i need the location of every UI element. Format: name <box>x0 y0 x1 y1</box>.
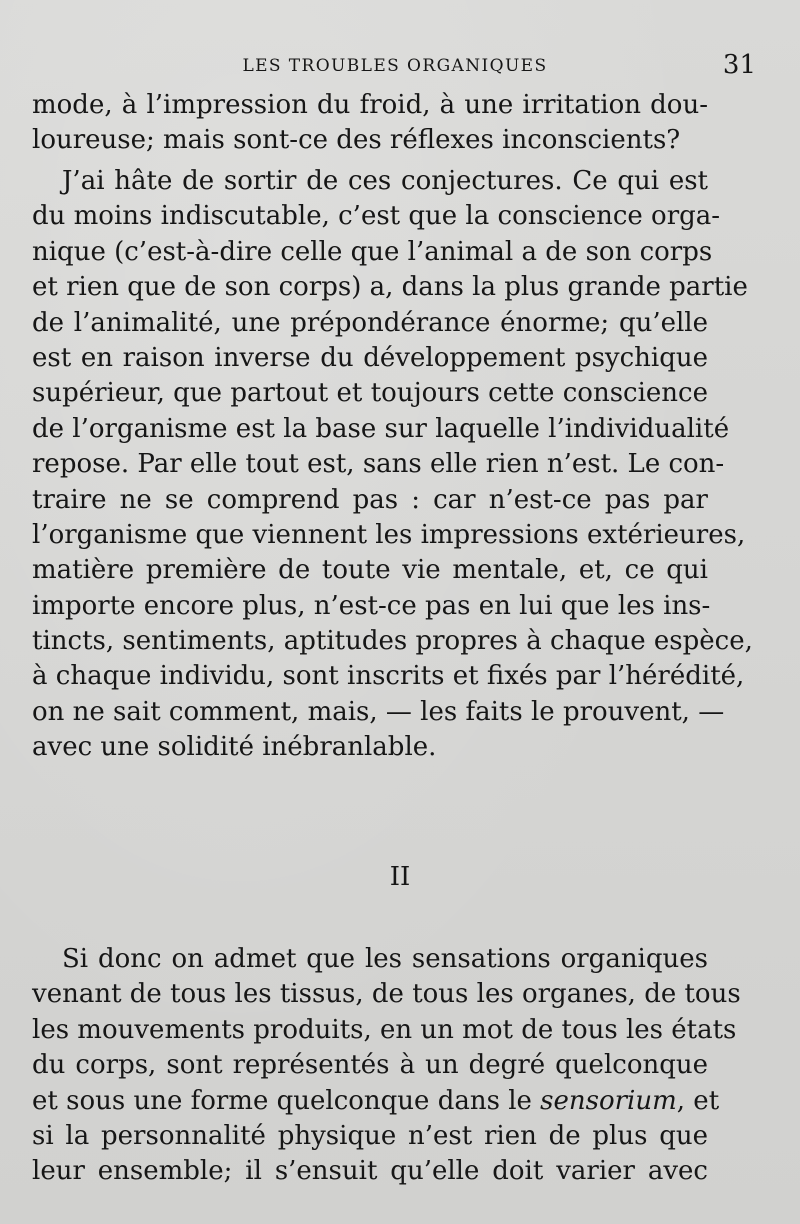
text-line: et rien que de son corps) a, dans la plus grande partie <box>32 272 748 303</box>
text-line: importe encore plus, n’est-ce pas en lui que les ins- <box>32 590 711 621</box>
text-line: matière première de toute vie mentale, et, ce qui <box>32 555 708 586</box>
page-header <box>34 50 756 82</box>
text-line: tincts, sentiments, aptitudes propres à chaque espèce, <box>32 626 753 657</box>
text-line: de l’organisme est la base sur laquelle l’individualité <box>32 413 730 444</box>
text-line: loureuse; mais sont-ce des réflexes inconscients? <box>32 125 681 156</box>
text-line: est en raison inverse du développement psychique <box>32 342 708 373</box>
text-line: venant de tous les tissus, de tous les organes, de tous <box>32 979 741 1010</box>
section-heading: II <box>389 862 411 892</box>
paragraph-organic-consciousness <box>32 164 753 766</box>
text-line: supérieur, que partout et toujours cette conscience <box>32 378 708 409</box>
text-line: les mouvements produits, en un mot de tous les états <box>32 1014 737 1045</box>
text-line: à chaque individu, sont inscrits et fixés par l’hérédité, <box>32 661 745 692</box>
text-line: J’ai hâte de sortir de ces conjectures. Ce qui est <box>62 166 708 196</box>
text-line: du moins indiscutable, c’est que la conscience orga- <box>32 201 721 232</box>
text-line: repose. Par elle tout est, sans elle rien n’est. Le con- <box>32 449 725 480</box>
text-line: Si donc on admet que les sensations organiques <box>62 944 708 974</box>
paragraph-section-two <box>32 942 741 1190</box>
italic-term-sensorium: sensorium <box>540 1085 677 1116</box>
text-line: nique (c’est-à-dire celle que l’animal a de son corps <box>32 236 713 267</box>
text-line: de l’animalité, une prépondérance énorme; qu’elle <box>32 307 708 338</box>
page-number: 31 <box>722 50 756 80</box>
text-line: du corps, sont représentés à un degré quelconque <box>32 1050 708 1081</box>
text-line: traire ne se comprend pas : car n’est-ce pas par <box>32 484 708 515</box>
text-line: leur ensemble; il s’ensuit qu’elle doit varier avec <box>32 1156 708 1187</box>
text-segment: , et <box>676 1085 720 1116</box>
text-line: on ne sait comment, mais, — les faits le prouvent, — <box>32 696 725 727</box>
running-head: LES TROUBLES ORGANIQUES <box>242 56 548 76</box>
text-line-with-italic <box>32 1084 720 1119</box>
text-line: mode, à l’impression du froid, à une irritation dou- <box>32 90 708 120</box>
text-segment: et sous une forme quelconque dans le <box>32 1085 541 1116</box>
text-line: si la personnalité physique n’est rien de plus que <box>32 1120 708 1151</box>
paragraph-continued <box>32 88 708 159</box>
text-line: avec une solidité inébranlable. <box>32 732 437 763</box>
text-line: l’organisme que viennent les impressions extérieures, <box>32 519 746 550</box>
